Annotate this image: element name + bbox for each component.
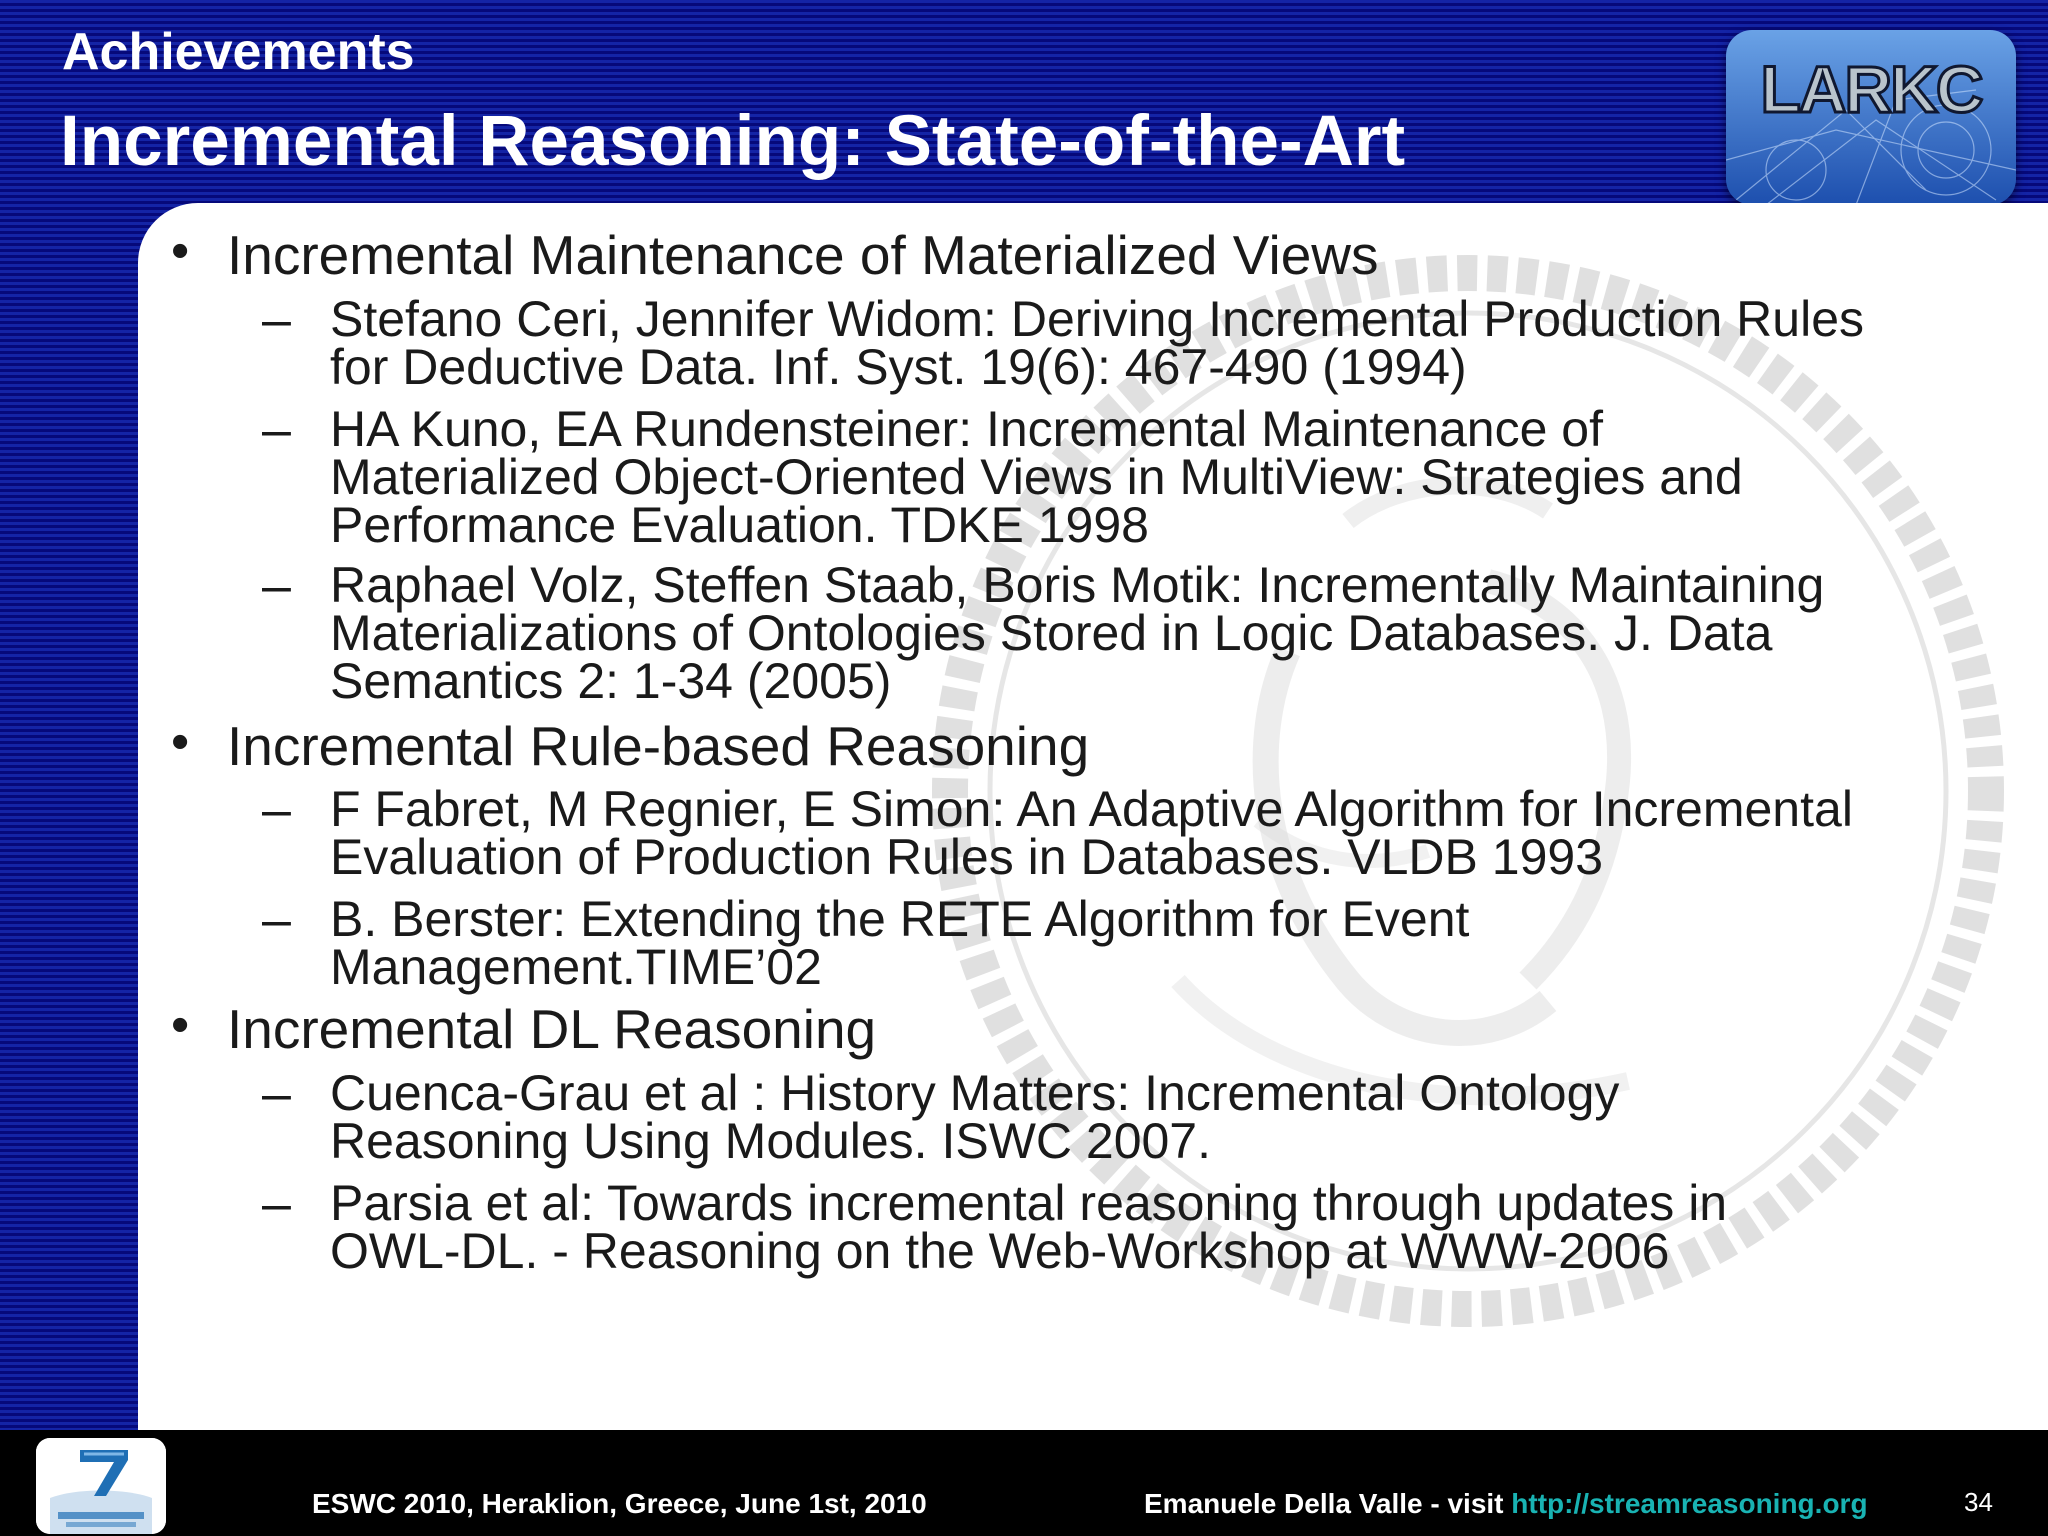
- reference-text: [330, 557, 1825, 709]
- reference-line: Stefano Ceri, Jennifer Widom: Deriving Incremental Production Rules: [330, 291, 1865, 347]
- reference-line: Materializations of Ontologies Stored in Logic Databases. J. Data: [330, 605, 1773, 661]
- reference-line: Materialized Object-Oriented Views in MultiView: Strategies and: [330, 449, 1743, 505]
- dash-icon: –: [262, 557, 291, 615]
- reference-line: Reasoning Using Modules. ISWC 2007.: [330, 1113, 1212, 1169]
- reference-line: for Deductive Data. Inf. Syst. 19(6): 467-490 (1994): [330, 339, 1467, 395]
- dash-icon: –: [262, 401, 291, 459]
- footer-author: Emanuele Della Valle - visit: [1144, 1488, 1512, 1519]
- page-number: 34: [1964, 1487, 1993, 1517]
- larkc-logo: [1726, 30, 2016, 205]
- footer-credit: [1144, 1487, 1868, 1521]
- reference-text: [330, 781, 1853, 885]
- reference-text: [330, 891, 1470, 995]
- reference-text: [330, 1175, 1728, 1279]
- reference-text: [330, 401, 1743, 553]
- dash-icon: –: [262, 891, 291, 949]
- bullet-heading: Incremental Rule-based Reasoning: [227, 715, 1090, 777]
- reference-line: Performance Evaluation. TDKE 1998: [330, 497, 1149, 553]
- reference-line: B. Berster: Extending the RETE Algorithm for Event: [330, 891, 1470, 947]
- footer-event: ESWC 2010, Heraklion, Greece, June 1st, 2010: [312, 1488, 927, 1519]
- dash-icon: –: [262, 291, 291, 349]
- reference-line: Semantics 2: 1-34 (2005): [330, 653, 892, 709]
- reference-line: Cuenca-Grau et al : History Matters: Incremental Ontology: [330, 1065, 1620, 1121]
- slide-title: Incremental Reasoning: State-of-the-Art: [60, 102, 1406, 181]
- bullet-icon: •: [171, 222, 190, 280]
- dash-icon: –: [262, 781, 291, 839]
- bullet-icon: •: [171, 996, 190, 1054]
- section-label: Achievements: [62, 23, 415, 81]
- reference-line: OWL-DL. - Reasoning on the Web-Workshop at WWW-2006: [330, 1223, 1670, 1279]
- reference-text: [330, 291, 1865, 395]
- reference-text: [330, 1065, 1620, 1169]
- content-panel: [138, 203, 2048, 1430]
- bullet-heading: Incremental DL Reasoning: [227, 998, 877, 1060]
- reference-line: HA Kuno, EA Rundensteiner: Incremental Maintenance of: [330, 401, 1603, 457]
- bullet-heading: Incremental Maintenance of Materialized Views: [227, 224, 1379, 286]
- reference-line: F Fabret, M Regnier, E Simon: An Adaptive Algorithm for Incremental: [330, 781, 1853, 837]
- bullet-icon: •: [171, 713, 190, 771]
- fp7-logo: [36, 1438, 166, 1534]
- reference-line: Parsia et al: Towards incremental reasoning through updates in: [330, 1175, 1728, 1231]
- reference-line: Raphael Volz, Steffen Staab, Boris Motik: Incrementally Maintaining: [330, 557, 1825, 613]
- reference-line: Management.TIME’02: [330, 939, 822, 995]
- footer-link[interactable]: http://streamreasoning.org: [1511, 1488, 1868, 1519]
- dash-icon: –: [262, 1175, 291, 1233]
- reference-line: Evaluation of Production Rules in Databases. VLDB 1993: [330, 829, 1603, 885]
- logo-text: LARKC: [1760, 52, 1982, 126]
- dash-icon: –: [262, 1065, 291, 1123]
